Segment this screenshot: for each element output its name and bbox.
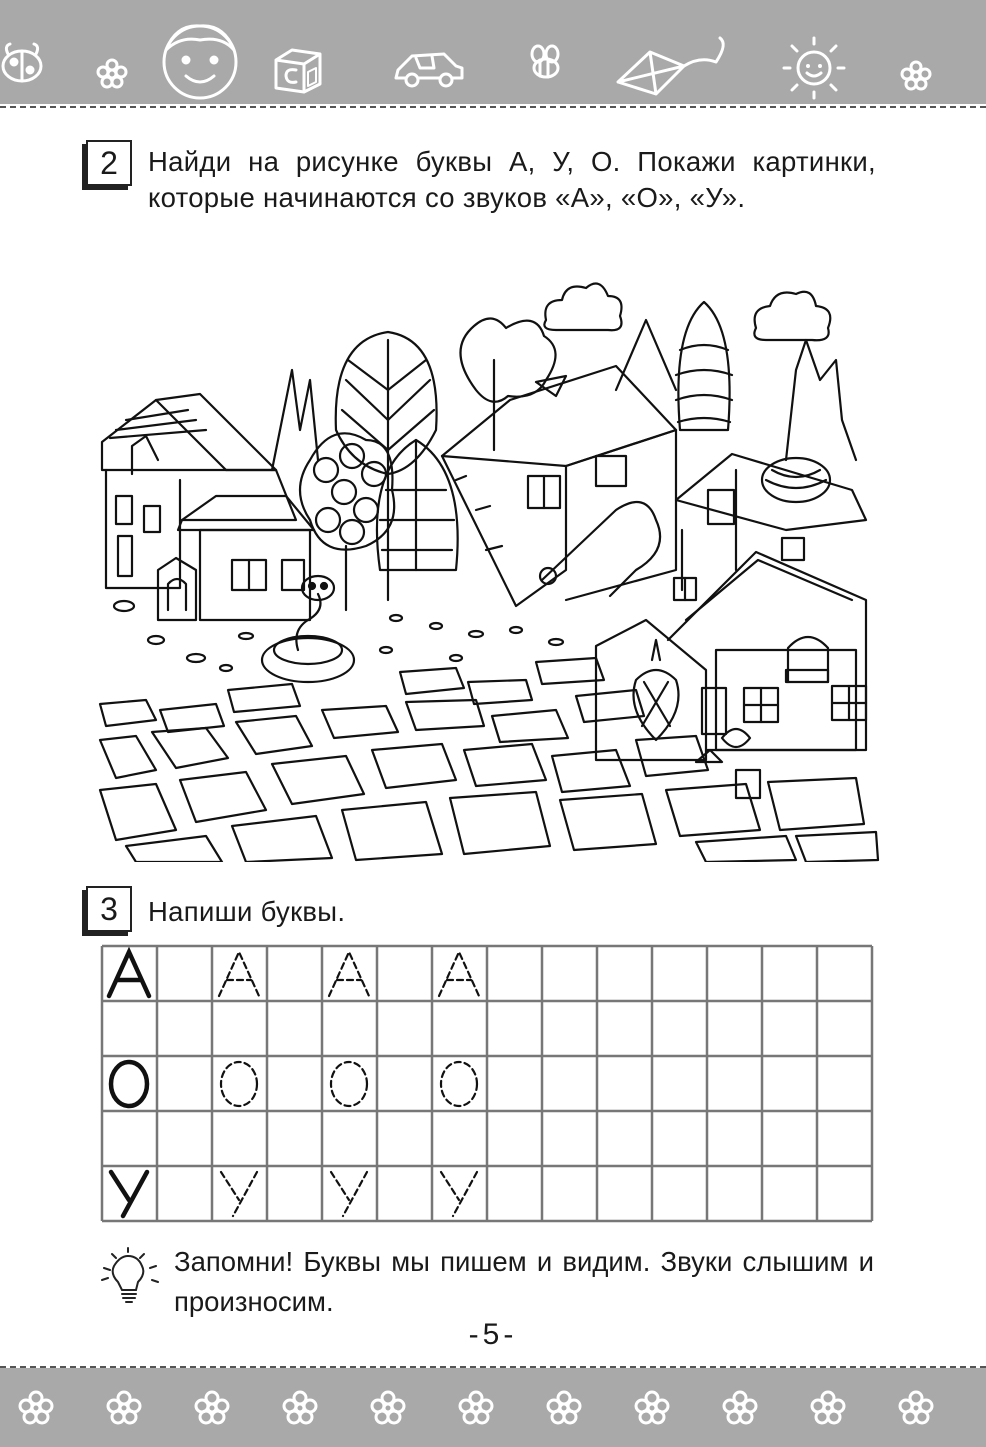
flower-icon bbox=[724, 1392, 756, 1423]
task-3-text: Напиши буквы. bbox=[148, 896, 346, 927]
task-2-number: 2 bbox=[86, 140, 132, 186]
pebbles bbox=[114, 601, 563, 671]
flower-icon bbox=[196, 1392, 228, 1423]
traced-letter-O bbox=[221, 1062, 257, 1106]
bee-icon bbox=[532, 46, 558, 77]
sun-icon bbox=[784, 38, 844, 98]
remember-note: Запомни! Буквы мы пишем и видим. Звуки слышим и произносим. bbox=[174, 1246, 874, 1317]
model-letter-У bbox=[111, 1172, 147, 1216]
town-illustration bbox=[96, 270, 882, 862]
flower-icon bbox=[20, 1392, 52, 1423]
flower-icon bbox=[372, 1392, 404, 1423]
flower-icon bbox=[812, 1392, 844, 1423]
grid-lines bbox=[102, 946, 872, 1221]
bottom-flowers bbox=[0, 1368, 986, 1447]
ladybug-icon bbox=[3, 44, 41, 81]
traced-letter-O bbox=[331, 1062, 367, 1106]
lightbulb-icon bbox=[100, 1246, 160, 1310]
flower-icon bbox=[900, 1392, 932, 1423]
snake bbox=[262, 576, 354, 682]
flower-icon bbox=[902, 62, 930, 89]
traced-letter-У bbox=[441, 1172, 477, 1216]
writing-grid[interactable] bbox=[100, 944, 876, 1224]
flower-icon bbox=[460, 1392, 492, 1423]
traced-letter-У bbox=[331, 1172, 367, 1216]
flower-icon bbox=[548, 1392, 580, 1423]
traced-letter-A bbox=[329, 952, 369, 996]
cloud-icon bbox=[544, 284, 621, 331]
traced-letter-O bbox=[441, 1062, 477, 1106]
flower-icon bbox=[98, 60, 126, 87]
task-2-text: Найди на рисунке буквы А, У, О. Покажи картинки, которые начинаются со звуков «А», «О», «У». bbox=[148, 146, 876, 213]
boy-face-icon bbox=[164, 26, 236, 98]
letters-layer bbox=[109, 952, 479, 1216]
traced-letter-A bbox=[219, 952, 259, 996]
flower-icon bbox=[636, 1392, 668, 1423]
task-3-number: 3 bbox=[86, 886, 132, 932]
flower-icon bbox=[284, 1392, 316, 1423]
page-number: -5- bbox=[468, 1318, 518, 1351]
model-letter-O bbox=[111, 1062, 147, 1106]
model-letter-A bbox=[109, 952, 149, 996]
flower-icon bbox=[108, 1392, 140, 1423]
cloud-icon bbox=[754, 292, 830, 341]
letter-block-icon bbox=[276, 50, 320, 92]
car-icon bbox=[396, 54, 462, 86]
traced-letter-A bbox=[439, 952, 479, 996]
traced-letter-У bbox=[221, 1172, 257, 1216]
top-dashed-line bbox=[0, 106, 986, 108]
top-decorations bbox=[0, 0, 986, 104]
kite-icon bbox=[618, 38, 723, 94]
